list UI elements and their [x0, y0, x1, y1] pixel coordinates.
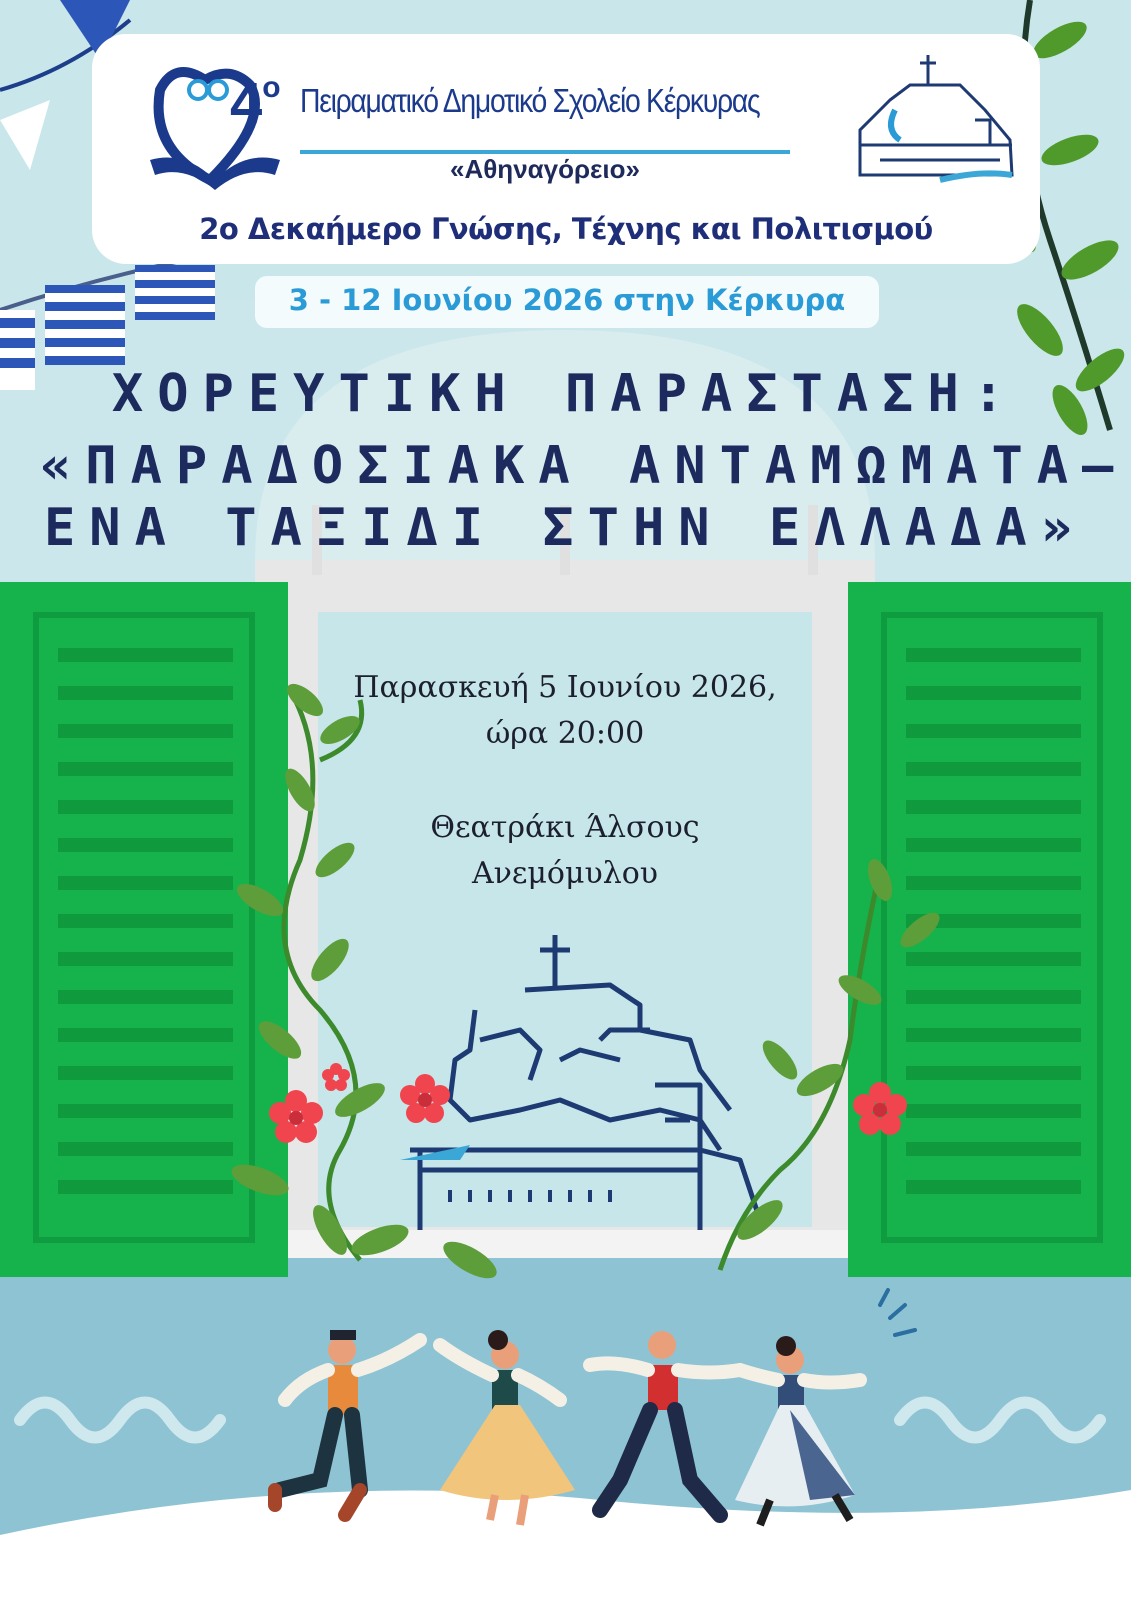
right-shutter — [848, 582, 1131, 1277]
school-subtitle: «Αθηναγόρειο» — [450, 154, 640, 184]
event-venue-line-2: Ανεμόμυλου — [471, 856, 659, 891]
event-title-line-2: «ΠΑΡΑΔΟΣΙΑΚΑ ΑΝΤΑΜΩΜΑΤΑ– — [40, 436, 1128, 496]
school-name: Πειραματικό Δημοτικό Σχολείο Κέρκυρας — [300, 82, 760, 119]
event-date: Παρασκευή 5 Ιουνίου 2026, — [353, 670, 777, 705]
event-time: ώρα 20:00 — [485, 716, 645, 751]
school-ordinal: $4^o$ — [230, 71, 281, 136]
event-venue-line-1: Θεατράκι Άλσους — [430, 810, 700, 845]
festival-dates: 3 - 12 Ιουνίου 2026 στην Κέρκυρα — [288, 283, 846, 317]
event-title-line-1: ΧΟΡΕΥΤΙΚΗ ΠΑΡΑΣΤΑΣΗ: — [111, 364, 1019, 424]
festival-title: 2ο Δεκαήμερο Γνώσης, Τέχνης και Πολιτισμού — [199, 212, 933, 246]
event-title-line-3: ΕΝΑ ΤΑΞΙΔΙ ΣΤΗΝ ΕΛΛΑΔΑ» — [43, 498, 1087, 558]
